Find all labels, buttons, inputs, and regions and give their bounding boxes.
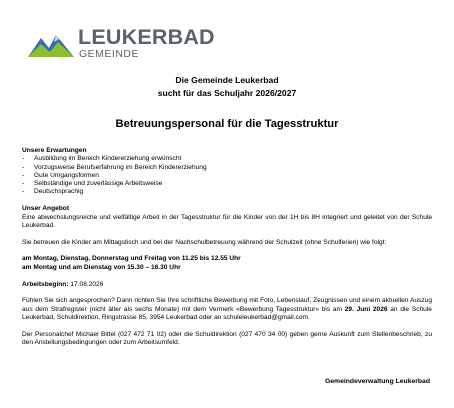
intro-line-1: Die Gemeinde Leukerbad: [175, 75, 279, 85]
offer-paragraph-1: Eine abwechslungsreiche und vielfältige Arbeit in der Tagesstruktur für die Kinder von der 1H bis 8H integriert und geleitet von der Schule Leukerbad.: [22, 213, 432, 229]
list-item: - Ausbildung im Bereich Kindererziehung erwünscht: [22, 155, 432, 163]
schedule-line-2: am Montag und am Dienstag von 15.30 – 16.30 Uhr: [22, 263, 181, 271]
application-text-after: an die Schule Leukerbad, Schuldirektion, Ringstrasse 85, 3954 Leukerbad oder an schuleleukerbad@gmail.com.: [22, 305, 432, 321]
offer-paragraph-2: Sie betreuen die Kinder am Mittagstisch und bei der Nachschulbetreuung während der Schulzeit (ohne Schulferien) wie folgt:: [22, 238, 387, 246]
list-item: - Deutschsprachig: [22, 188, 432, 196]
list-item: - Vorzugsweise Berufserfahrung im Bereich Kindererziehung: [22, 164, 432, 172]
start-date-line: [22, 281, 432, 289]
list-item: - Selbständige und zuverlässige Arbeitsweise: [22, 180, 432, 188]
leukerbad-mountain-logo-icon: [28, 33, 74, 57]
posting-body: [22, 147, 432, 347]
intro-line-2: sucht für das Schuljahr 2026/2027: [157, 88, 297, 98]
application-deadline: 29. Juni 2026: [344, 305, 388, 313]
start-date-label: Arbeitsbeginn:: [22, 280, 69, 288]
intro-heading: [0, 74, 454, 100]
application-paragraph: [22, 297, 432, 322]
brand-name: LEUKERBAD: [78, 25, 215, 49]
brand-subtitle: GEMEINDE: [79, 48, 140, 60]
schedule-line-1: am Montag, Dienstag, Donnerstag und Freitag von 11.25 bis 12.55 Uhr: [22, 255, 241, 263]
application-text-before: Fühlen Sie sich angesprochen? Dann richten Sie Ihre schriftliche Bewerbung mit Foto, Lebenslauf, Zeugnissen und einem aktuellen Auszug aus dem Strafregister (nicht älter als sechs Monate) mit dem Vermerk «Bewerbung Tagesstruktur» bis am: [22, 297, 432, 313]
job-title: Betreuungspersonal für die Tagesstruktur: [115, 118, 339, 130]
list-item: - Gute Umgangsformen: [22, 172, 432, 180]
contact-paragraph: Der Personalchef Michael Bittel (027 472 71 02) oder die Schuldirektion (027 470 34 00) geben gerne Auskunft zum Stellenbeschrieb, zu den Anstellungsbedingungen oder zum Arbeitsumfeld.: [22, 330, 432, 347]
expectations-list: [22, 155, 432, 196]
offer-heading: Unser Angebot: [22, 205, 70, 213]
start-date-value: 17.08.2026: [70, 280, 104, 288]
signoff: Gemeindeverwaltung Leukerbad: [324, 378, 430, 385]
expectations-heading: Unsere Erwartungen: [22, 147, 87, 154]
